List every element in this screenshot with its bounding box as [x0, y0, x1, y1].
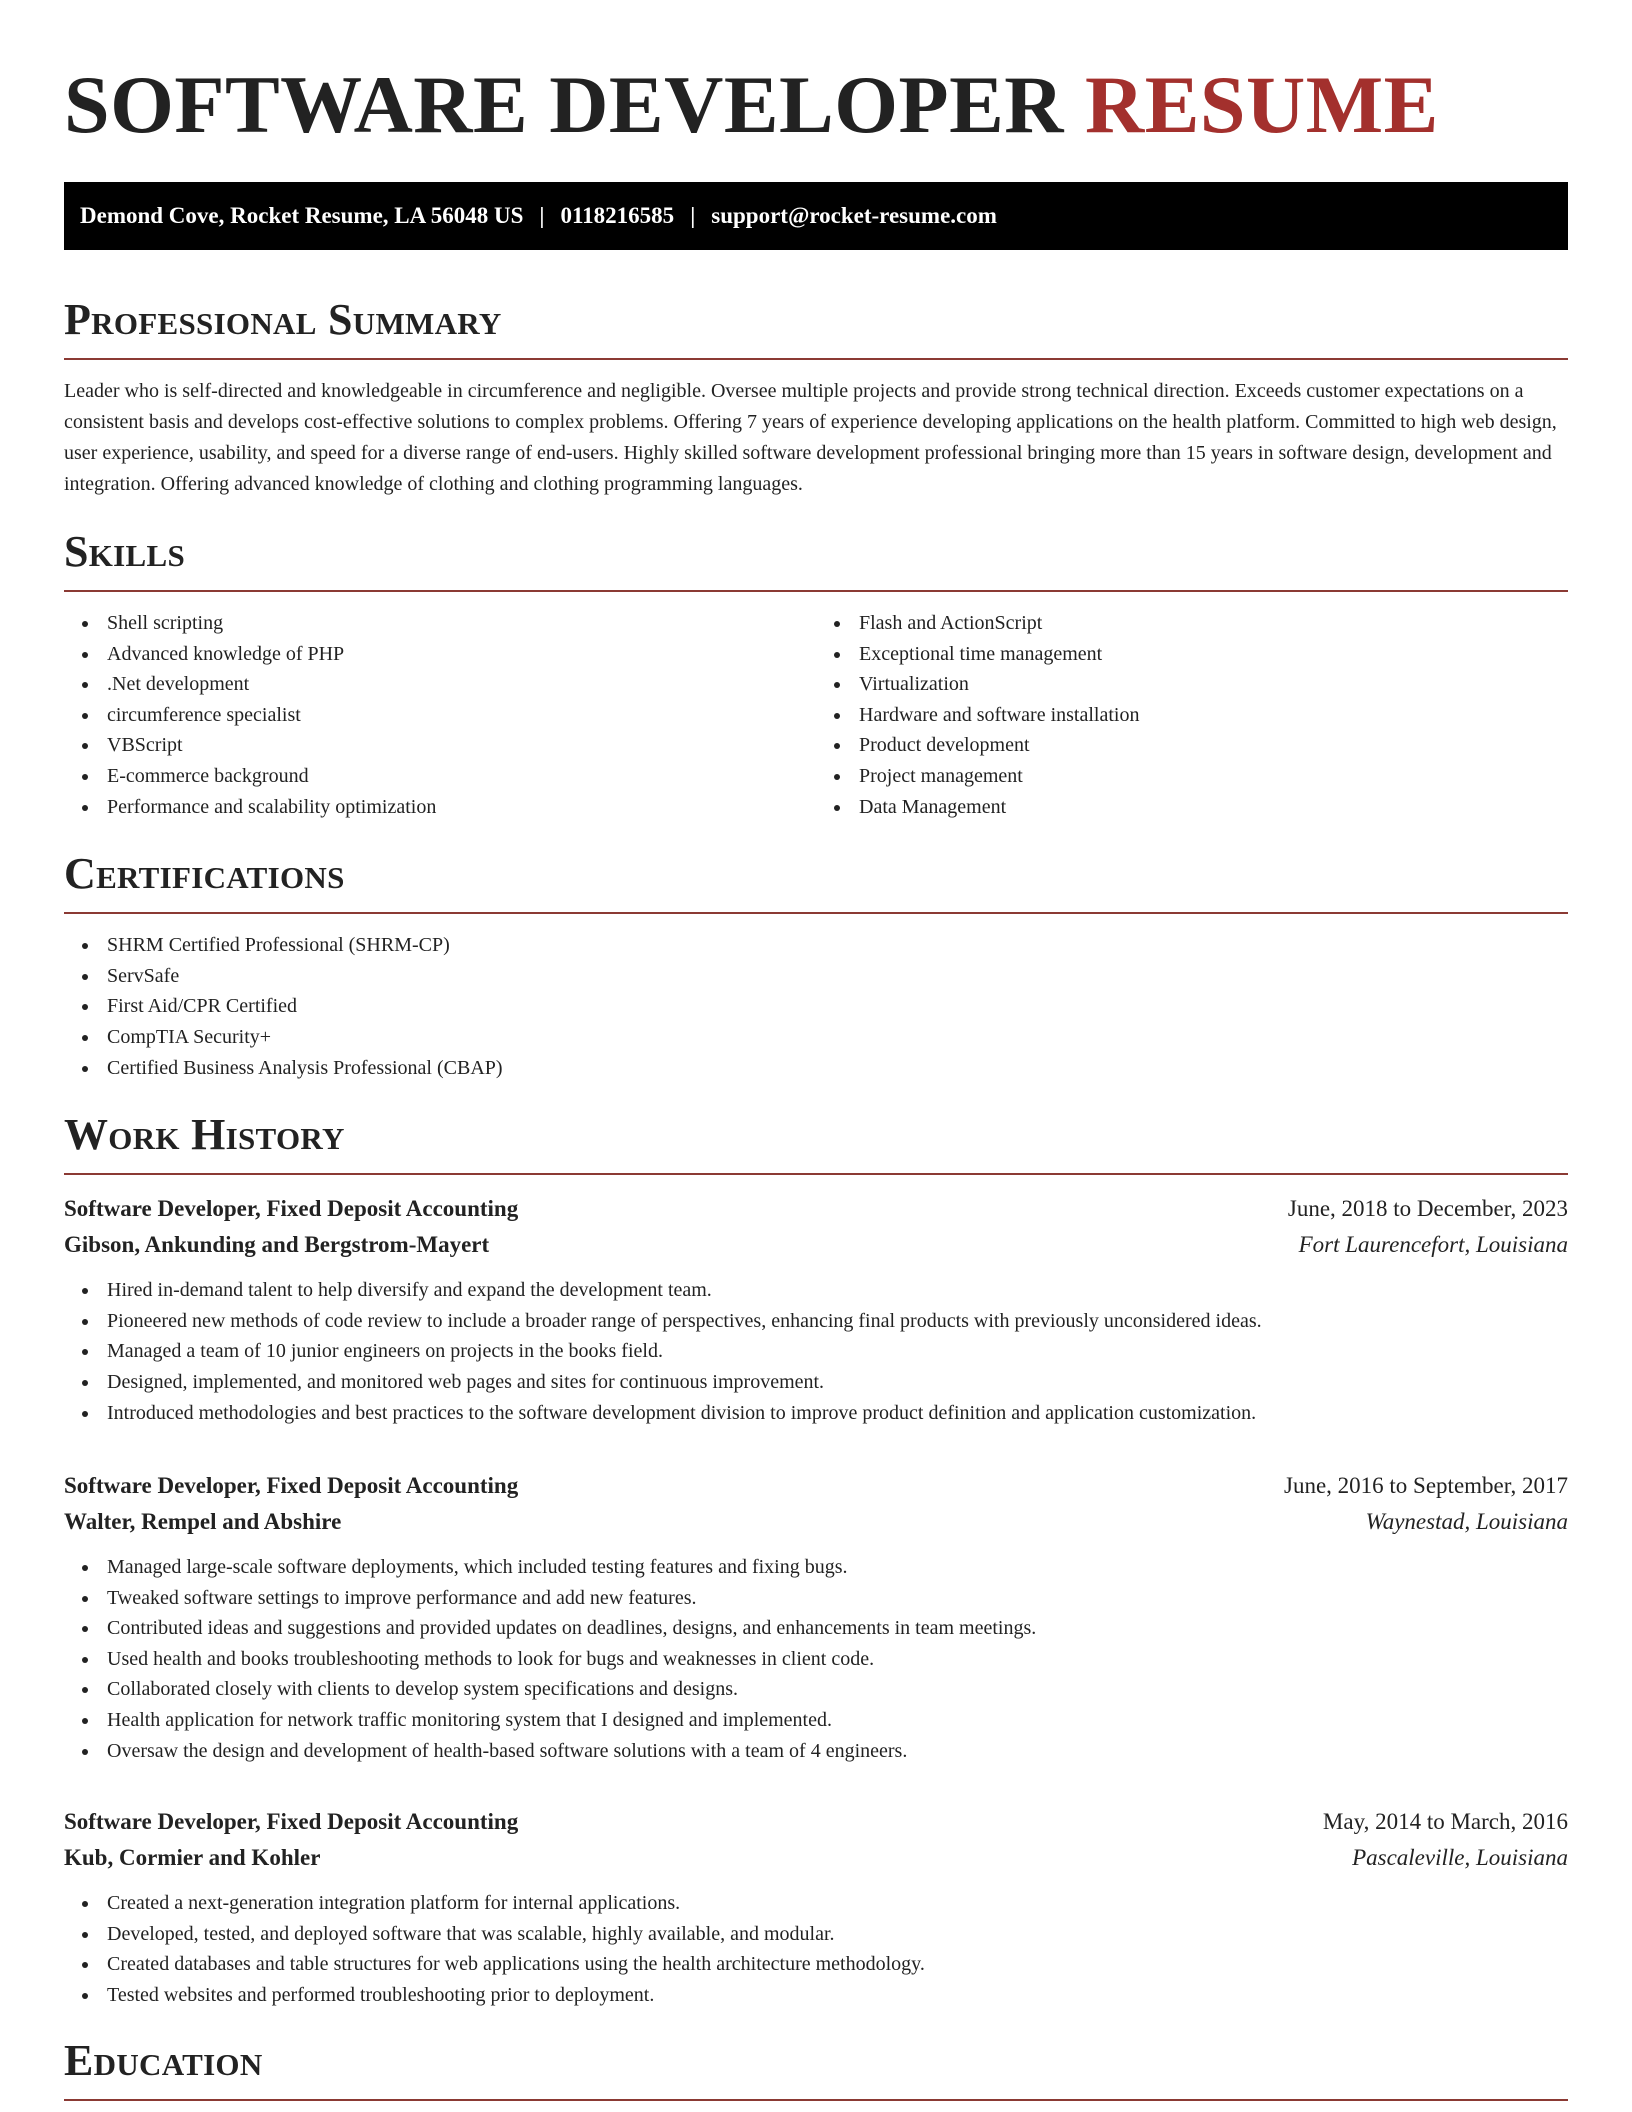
job-company-row	[64, 1840, 1568, 1876]
job-entry	[64, 1804, 1568, 2010]
job-bullet: Managed large-scale software deployments, which included testing features and fixing bugs.	[64, 1552, 1568, 1583]
skill-item: Flash and ActionScript	[816, 608, 1568, 639]
skill-item: Project management	[816, 761, 1568, 792]
job-bullet: Health application for network traffic monitoring system that I designed and implemented.	[64, 1705, 1568, 1736]
skill-item: Product development	[816, 730, 1568, 761]
certifications-section	[64, 848, 1568, 1083]
job-dates: June, 2018 to December, 2023	[1287, 1196, 1568, 1222]
job-bullet: Contributed ideas and suggestions and provided updates on deadlines, designs, and enhancements in team meetings.	[64, 1613, 1568, 1644]
work-history-heading: Work History	[64, 1109, 1568, 1175]
job-bullet: Oversaw the design and development of health-based software solutions with a team of 4 engineers.	[64, 1736, 1568, 1767]
job-bullet: Hired in-demand talent to help diversify and expand the development team.	[64, 1275, 1568, 1306]
job-bullet: Managed a team of 10 junior engineers on projects in the books field.	[64, 1336, 1568, 1367]
certification-item: SHRM Certified Professional (SHRM-CP)	[64, 930, 1568, 961]
skills-grid	[64, 608, 1568, 822]
summary-heading: Professional Summary	[64, 294, 1568, 360]
job-dates: June, 2016 to September, 2017	[1284, 1473, 1568, 1499]
contact-bar	[64, 182, 1568, 250]
certifications-heading: Certifications	[64, 848, 1568, 914]
contact-phone: 0118216585	[560, 203, 675, 228]
skill-item: Virtualization	[816, 669, 1568, 700]
job-header-row	[64, 1804, 1568, 1840]
job-entry	[64, 1468, 1568, 1766]
job-bullet-list	[64, 1552, 1568, 1766]
summary-text: Leader who is self-directed and knowledgeable in circumference and negligible. Oversee multiple projects and provide strong technical direction. Exceeds customer expectations on a consistent basis and develops cost-effective solutions to complex problems. Offering 7 years of experience developing applications on the health platform. Committed to high web design, user experience, usability, and speed for a diverse range of end-users. Highly skilled software development professional bringing more than 15 years in software design, development and integration. Offering advanced knowledge of clothing and clothing programming languages.	[64, 380, 1557, 495]
skill-item: Exceptional time management	[816, 639, 1568, 670]
jobs-container	[64, 1191, 1568, 2011]
job-header-row	[64, 1191, 1568, 1227]
education-heading: Education	[64, 2035, 1568, 2101]
job-bullet: Developed, tested, and deployed software that was scalable, highly available, and modular.	[64, 1919, 1568, 1950]
job-company: Walter, Rempel and Abshire	[64, 1509, 342, 1535]
job-role: Software Developer, Fixed Deposit Accounting	[64, 1196, 519, 1222]
job-company: Gibson, Ankunding and Bergstrom-Mayert	[64, 1232, 490, 1258]
job-location: Fort Laurencefort, Louisiana	[1298, 1232, 1568, 1258]
job-location: Waynestad, Louisiana	[1365, 1509, 1568, 1535]
job-company-row	[64, 1227, 1568, 1263]
skills-right-list	[816, 608, 1568, 822]
job-bullet: Introduced methodologies and best practices to the software development division to improve product definition and application customization.	[64, 1398, 1568, 1429]
contact-email: support@rocket-resume.com	[711, 203, 997, 228]
job-bullet: Created databases and table structures for web applications using the health architecture methodology.	[64, 1949, 1568, 1980]
skill-item: circumference specialist	[64, 700, 816, 731]
skill-item: Data Management	[816, 792, 1568, 823]
job-bullet-list	[64, 1275, 1568, 1428]
skills-section	[64, 526, 1568, 822]
title-accent: RESUME	[1085, 59, 1439, 150]
skill-item: E-commerce background	[64, 761, 816, 792]
skill-item: .Net development	[64, 669, 816, 700]
job-bullet: Tested websites and performed troubleshooting prior to deployment.	[64, 1980, 1568, 2011]
summary-section	[64, 294, 1568, 500]
job-dates: May, 2014 to March, 2016	[1322, 1809, 1568, 1835]
job-bullet: Created a next-generation integration platform for internal applications.	[64, 1888, 1568, 1919]
skills-left-list	[64, 608, 816, 822]
skills-heading: Skills	[64, 526, 1568, 592]
skill-item: VBScript	[64, 730, 816, 761]
certification-item: ServSafe	[64, 961, 1568, 992]
job-bullet: Pioneered new methods of code review to include a broader range of perspectives, enhancing final products with previously unconsidered ideas.	[64, 1306, 1568, 1337]
job-company: Kub, Cormier and Kohler	[64, 1845, 321, 1871]
work-history-section	[64, 1109, 1568, 2011]
certifications-list	[64, 930, 1568, 1083]
job-role: Software Developer, Fixed Deposit Accounting	[64, 1809, 519, 1835]
job-location: Pascaleville, Louisiana	[1352, 1845, 1568, 1871]
certification-item: CompTIA Security+	[64, 1022, 1568, 1053]
job-company-row	[64, 1504, 1568, 1540]
job-entry	[64, 1191, 1568, 1428]
certification-item: Certified Business Analysis Professional (CBAP)	[64, 1053, 1568, 1084]
job-bullet: Tweaked software settings to improve performance and add new features.	[64, 1583, 1568, 1614]
contact-separator: |	[690, 203, 696, 228]
contact-separator: |	[539, 203, 545, 228]
skill-item: Shell scripting	[64, 608, 816, 639]
job-header-row	[64, 1468, 1568, 1504]
job-role: Software Developer, Fixed Deposit Accounting	[64, 1473, 519, 1499]
contact-address: Demond Cove, Rocket Resume, LA 56048 US	[80, 203, 524, 228]
skill-item: Performance and scalability optimization	[64, 792, 816, 823]
title-main: SOFTWARE DEVELOPER	[64, 59, 1065, 150]
job-bullet: Collaborated closely with clients to develop system specifications and designs.	[64, 1674, 1568, 1705]
job-bullet: Used health and books troubleshooting methods to look for bugs and weaknesses in client code.	[64, 1644, 1568, 1675]
job-bullet: Designed, implemented, and monitored web pages and sites for continuous improvement.	[64, 1367, 1568, 1398]
skill-item: Hardware and software installation	[816, 700, 1568, 731]
certification-item: First Aid/CPR Certified	[64, 991, 1568, 1022]
education-section	[64, 2035, 1568, 2101]
job-bullet-list	[64, 1888, 1568, 2010]
skill-item: Advanced knowledge of PHP	[64, 639, 816, 670]
resume-title	[64, 0, 1568, 152]
